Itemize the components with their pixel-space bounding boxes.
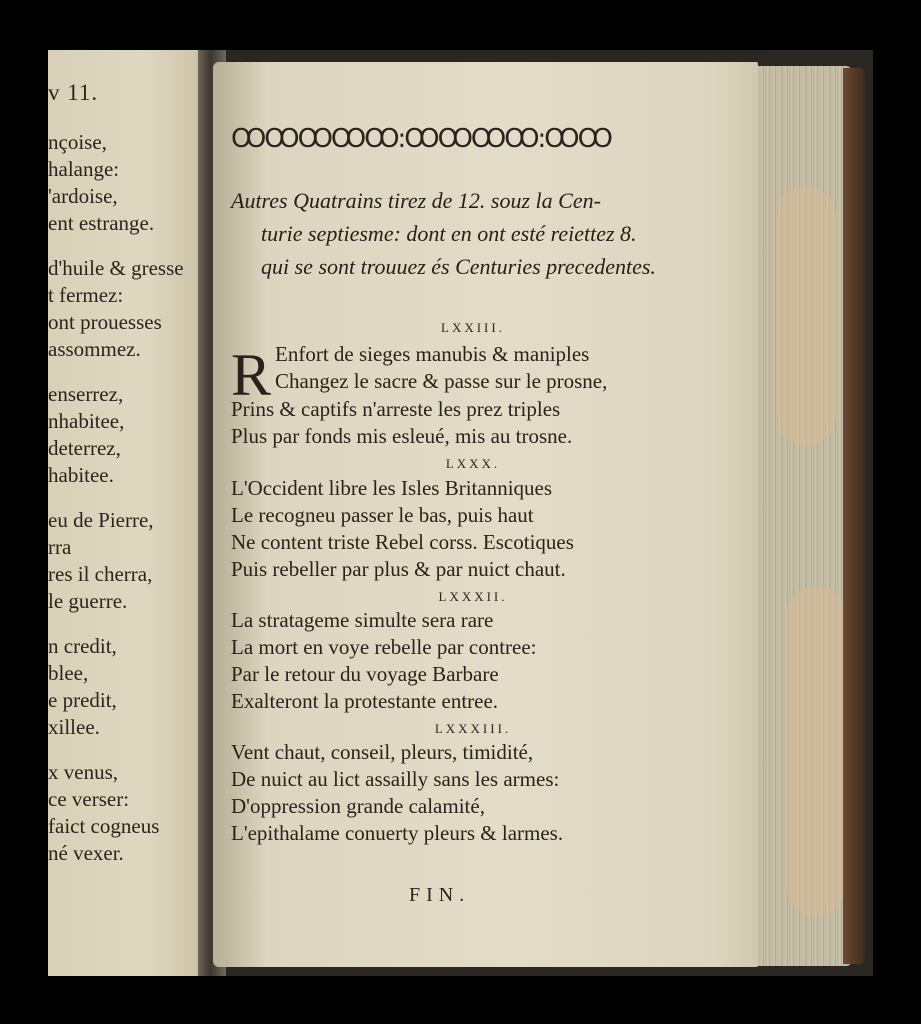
- left-page-line: né vexer.: [48, 841, 124, 865]
- verse-line: Par le retour du voyage Barbare: [231, 662, 499, 686]
- verse-line: Le recogneu passer le bas, puis haut: [231, 503, 534, 527]
- left-page-line: n credit,: [48, 634, 117, 658]
- left-page-line: ont prouesses: [48, 310, 162, 334]
- heading-line-1: Autres Quatrains tirez de 12. souz la Cen-: [231, 188, 601, 213]
- left-page-header: v 11.: [48, 80, 99, 105]
- heading-line-3: qui se sont trouuez és Centuries precedentes.: [261, 254, 656, 279]
- verse-line: De nuict au lict assailly sans les armes:: [231, 767, 560, 791]
- quatrain-number: LXXX.: [445, 456, 501, 471]
- left-page-line: nçoise,: [48, 130, 107, 154]
- quatrain-number: LXXXIII.: [434, 721, 512, 736]
- section-heading: [231, 184, 731, 283]
- verse-line: Prins & captifs n'arreste les prez triples: [231, 397, 561, 421]
- left-page-line: faict cogneus: [48, 814, 160, 838]
- left-page-line: 'ardoise,: [48, 184, 118, 208]
- left-page-line: nhabitee,: [48, 409, 125, 433]
- left-page-line: rra: [48, 535, 72, 559]
- left-page-line: deterrez,: [48, 436, 121, 460]
- left-page-line: assommez.: [48, 337, 141, 361]
- left-page-line: le guerre.: [48, 589, 128, 613]
- book-cover-edge: [843, 68, 865, 964]
- left-page-line: xillee.: [48, 715, 100, 739]
- verse-line: Puis rebeller par plus & par nuict chaut.: [231, 557, 566, 581]
- left-page-line: ent estrange.: [48, 211, 155, 235]
- left-page-line: halange:: [48, 157, 120, 181]
- left-page-line: habitee.: [48, 463, 114, 487]
- quatrain-number: LXXXII.: [438, 589, 508, 604]
- left-page-line: enserrez,: [48, 382, 124, 406]
- verse-line: L'epithalame conuerty pleurs & larmes.: [231, 821, 564, 845]
- book-scan: [48, 50, 873, 976]
- left-page-line: blee,: [48, 661, 89, 685]
- left-page: [48, 50, 208, 976]
- drop-cap: R: [231, 342, 272, 408]
- left-page-line: ce verser:: [48, 787, 130, 811]
- verse-line: La mort en voye rebelle par contree:: [231, 635, 537, 659]
- verse-line: Changez le sacre & passe sur le prosne,: [275, 369, 608, 393]
- verse-line: Vent chaut, conseil, pleurs, timidité,: [231, 740, 534, 764]
- ornamental-header-band: ꝎꝎꝎꝎꝎ:ꝎꝎꝎꝎ:ꝎꝎ: [231, 124, 611, 154]
- verse-line: Plus par fonds mis esleué, mis au trosne.: [231, 424, 573, 448]
- fin-marker: FIN.: [409, 884, 471, 906]
- verse-line: Enfort de sieges manubis & maniples: [275, 342, 590, 366]
- verse-line: Ne content triste Rebel corss. Escotiques: [231, 530, 574, 554]
- verse-line: L'Occident libre les Isles Britanniques: [231, 476, 553, 500]
- verse-line: D'oppression grande calamité,: [231, 794, 485, 818]
- verse-line: La stratageme simulte sera rare: [231, 608, 494, 632]
- left-page-line: res il cherra,: [48, 562, 153, 586]
- left-page-line: d'huile & gresse: [48, 256, 184, 280]
- right-page: [213, 62, 758, 967]
- left-page-line: t fermez:: [48, 283, 124, 307]
- heading-line-2: turie septiesme: dont en ont esté reiettez 8.: [261, 221, 637, 246]
- left-page-line: e predit,: [48, 688, 117, 712]
- page-edges: [746, 66, 852, 966]
- quatrain-number: LXXIII.: [441, 320, 505, 335]
- verse-line: Exalteront la protestante entree.: [231, 689, 499, 713]
- left-page-line: eu de Pierre,: [48, 508, 154, 532]
- left-page-line: x venus,: [48, 760, 118, 784]
